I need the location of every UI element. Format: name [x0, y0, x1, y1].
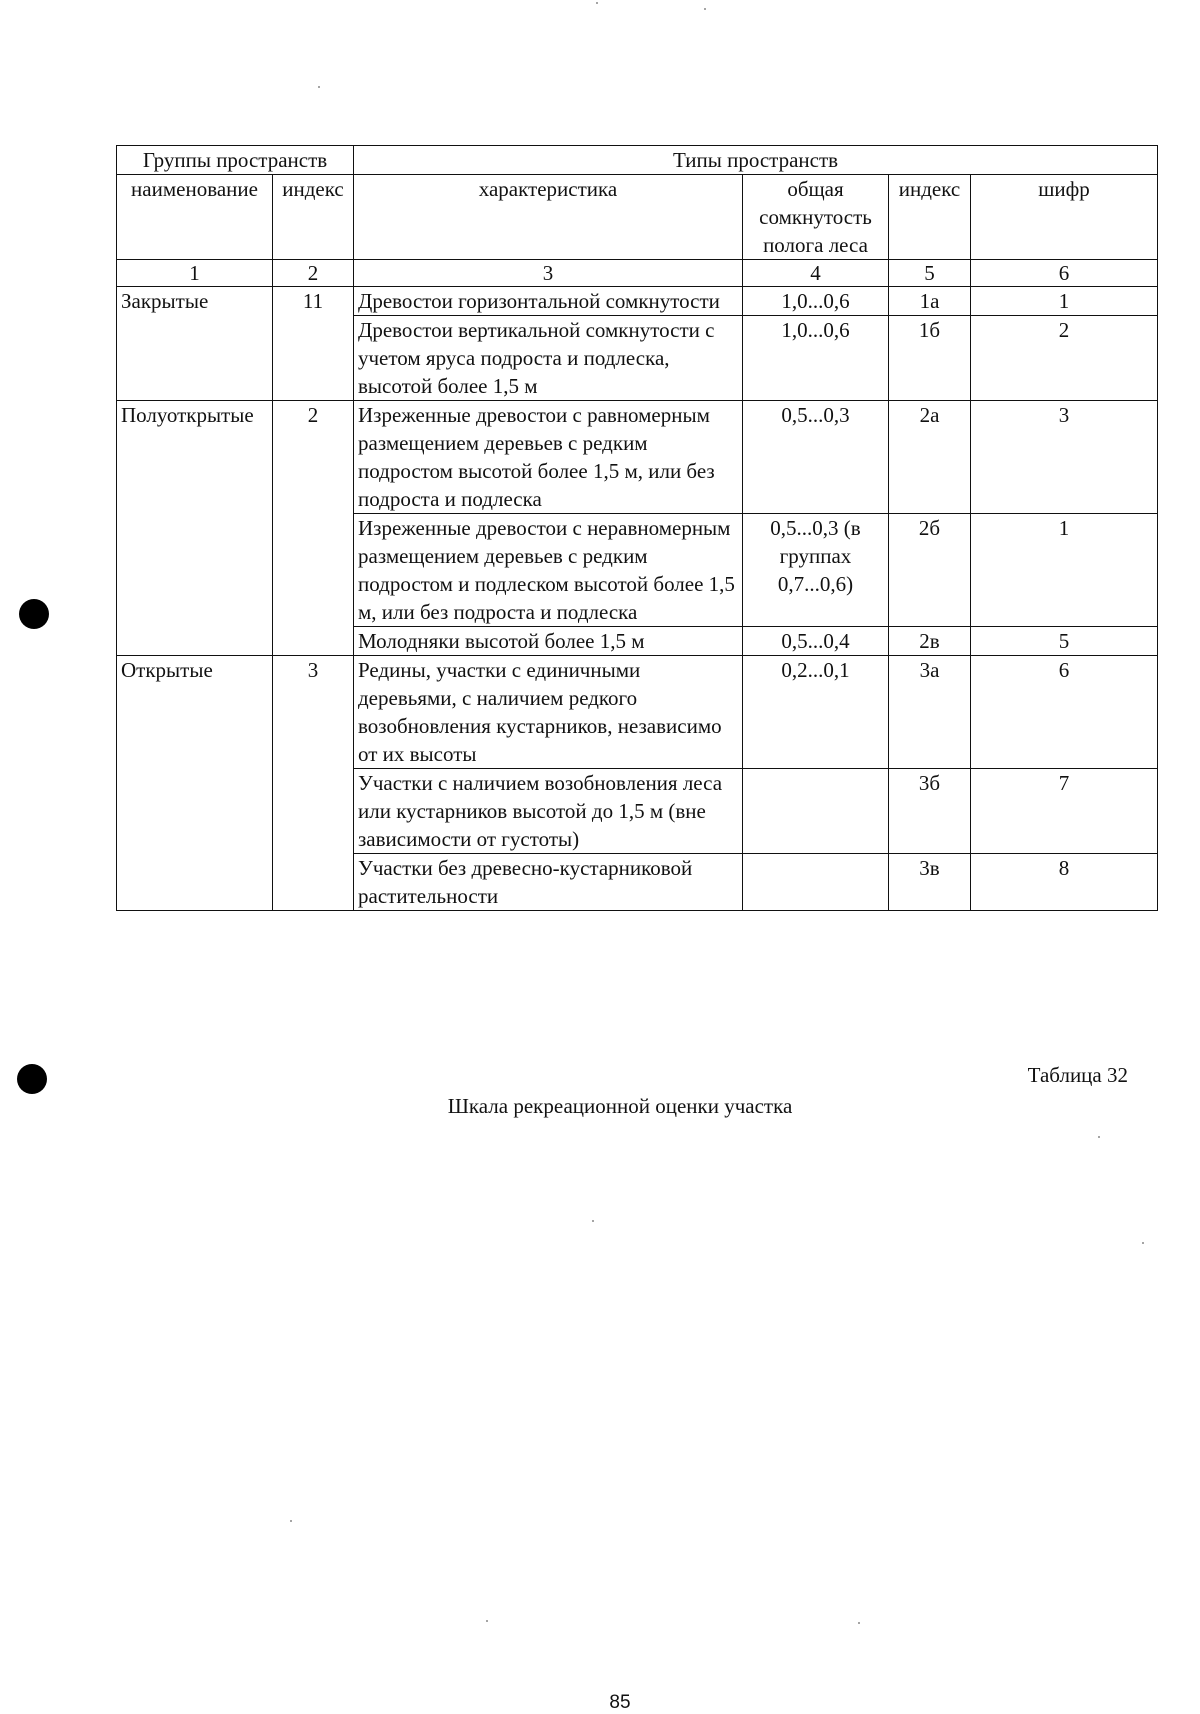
header-name: наименование	[117, 175, 273, 260]
group-index: 2	[273, 401, 354, 656]
type-characteristic: Участки без древесно-кустарниковой растительности	[354, 854, 743, 911]
scan-speck	[290, 1520, 292, 1522]
type-index: 1а	[889, 287, 971, 316]
type-characteristic: Изреженные древостои с неравномерным размещением деревьев с редким подростом и подлеском высотой более 1,5 м, или без подроста и подлеска	[354, 514, 743, 627]
space-types-table	[116, 145, 1158, 911]
header-characteristic: характеристика	[354, 175, 743, 260]
group-index: 11	[273, 287, 354, 401]
binder-hole-bottom	[17, 1064, 47, 1094]
header-closure: общая сомкнутость полога леса	[743, 175, 889, 260]
type-closure: 1,0...0,6	[743, 316, 889, 401]
type-index: 3в	[889, 854, 971, 911]
type-closure	[743, 854, 889, 911]
type-closure: 1,0...0,6	[743, 287, 889, 316]
scan-speck	[596, 2, 598, 4]
header-types: Типы пространств	[354, 146, 1158, 175]
type-closure: 0,5...0,3	[743, 401, 889, 514]
type-index: 1б	[889, 316, 971, 401]
header-index: индекс	[273, 175, 354, 260]
binder-hole-top	[19, 599, 49, 629]
header-row-1	[117, 146, 1158, 175]
table-row	[117, 287, 1158, 316]
type-index: 3б	[889, 769, 971, 854]
group-name: Закрытые	[117, 287, 273, 401]
type-characteristic: Изреженные древостои с равномерным размещением деревьев с редким подростом высотой более 1,5 м, или без подроста и подлеска	[354, 401, 743, 514]
type-closure: 0,2...0,1	[743, 656, 889, 769]
type-code: 6	[971, 656, 1158, 769]
group-index: 3	[273, 656, 354, 911]
type-closure	[743, 769, 889, 854]
type-code: 1	[971, 287, 1158, 316]
type-code: 5	[971, 627, 1158, 656]
column-number: 1	[117, 260, 273, 287]
scan-speck	[592, 1220, 594, 1222]
type-closure: 0,5...0,4	[743, 627, 889, 656]
type-code: 8	[971, 854, 1158, 911]
column-number: 4	[743, 260, 889, 287]
column-number: 6	[971, 260, 1158, 287]
header-code: шифр	[971, 175, 1158, 260]
type-closure: 0,5...0,3 (в группах 0,7...0,6)	[743, 514, 889, 627]
type-code: 1	[971, 514, 1158, 627]
type-characteristic: Древостои вертикальной сомкнутости с учетом яруса подроста и подлеска, высотой более 1,5 м	[354, 316, 743, 401]
table-row	[117, 401, 1158, 514]
scan-speck	[1098, 1136, 1100, 1138]
type-characteristic: Редины, участки с единичными деревьями, с наличием редкого возобновления кустарников, независимо от их высоты	[354, 656, 743, 769]
type-characteristic: Участки с наличием возобновления леса или кустарников высотой до 1,5 м (вне зависимости от густоты)	[354, 769, 743, 854]
scan-speck	[318, 86, 320, 88]
table-title: Шкала рекреационной оценки участка	[447, 1094, 793, 1118]
table-label: Таблица 32	[1027, 1063, 1128, 1087]
type-characteristic: Молодняки высотой более 1,5 м	[354, 627, 743, 656]
column-numbers-row	[117, 260, 1158, 287]
type-code: 7	[971, 769, 1158, 854]
type-characteristic: Древостои горизонтальной сомкнутости	[354, 287, 743, 316]
type-index: 2а	[889, 401, 971, 514]
header-row-2	[117, 175, 1158, 260]
column-number: 2	[273, 260, 354, 287]
scan-speck	[858, 1622, 860, 1624]
page-number: 85	[609, 1692, 631, 1713]
table-row	[117, 656, 1158, 769]
column-number: 3	[354, 260, 743, 287]
scan-speck	[486, 1620, 488, 1622]
group-name: Полуоткрытые	[117, 401, 273, 656]
type-index: 2б	[889, 514, 971, 627]
group-name: Открытые	[117, 656, 273, 911]
header-index-2: индекс	[889, 175, 971, 260]
column-number: 5	[889, 260, 971, 287]
scan-speck	[1142, 1242, 1144, 1244]
type-code: 3	[971, 401, 1158, 514]
type-code: 2	[971, 316, 1158, 401]
type-index: 2в	[889, 627, 971, 656]
scan-speck	[704, 8, 706, 10]
type-index: 3а	[889, 656, 971, 769]
header-groups: Группы пространств	[117, 146, 354, 175]
